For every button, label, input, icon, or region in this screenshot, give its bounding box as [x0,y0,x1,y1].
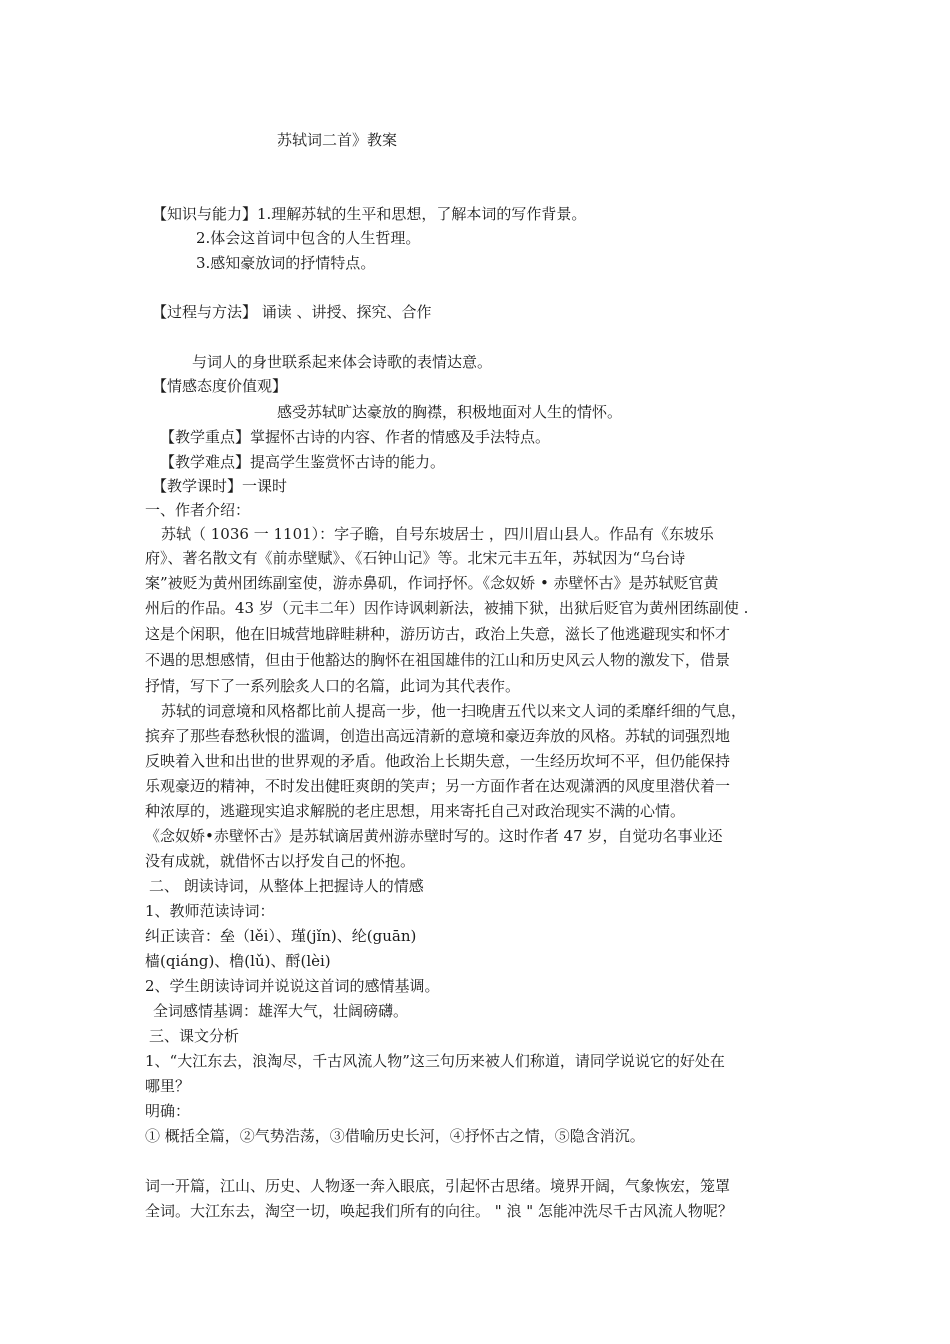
style-line: 乐观豪迈的精神，不时发出健旺爽朗的笑声；另一方面作者在达观潇洒的风度里潜伏着一 [145,777,731,795]
bio-line: 不遇的思想感情，但由于他豁达的胸怀在祖国雄伟的江山和历史风云人物的激发下，借景 [145,651,731,669]
answer-label: 明确： [145,1102,191,1120]
section2-item1: 1、教师范读诗词： [145,902,275,920]
section3-heading: 三、课文分析 [149,1027,240,1045]
teaching-difficulty: 【教学难点】提高学生鉴赏怀古诗的能力。 [160,453,446,471]
teaching-hours: 【教学课时】一课时 [152,477,288,495]
context-line: 《念奴娇•赤壁怀古》是苏轼谪居黄州游赤壁时写的。这时作者 47 岁，自觉功名事业还 [145,827,723,845]
section1-heading: 一、作者介绍： [145,501,251,519]
objective-emotion-text: 感受苏轼旷达豪放的胸襟，积极地面对人生的情怀。 [277,403,623,421]
analysis-line: 词一开篇，江山、历史、人物逐一奔入眼底，引起怀古思绪。境界开阔，气象恢宏，笼罩 [145,1177,731,1195]
objective-process: 【过程与方法】 诵读 、讲授、探究、合作 [152,303,432,321]
bio-line: 抒情，写下了一系列脍炙人口的名篇，此词为其代表作。 [145,677,521,695]
question-1-line-1: 1、“大江东去，浪淘尽，千古风流人物”这三句历来被人们称道，请同学说说它的好处在 [145,1052,725,1070]
answer-text: ① 概括全篇，②气势浩荡，③借喻历史长河，④抒怀古之情，⑤隐含消沉。 [145,1127,645,1145]
teaching-key-point: 【教学重点】掌握怀古诗的内容、作者的情感及手法特点。 [160,428,551,446]
style-line: 摈弃了那些春愁秋恨的滥调，创造出高远清新的意境和豪迈奔放的风格。苏轼的词强烈地 [145,727,731,745]
emotional-tone: 全词感情基调：雄浑大气，壮阔磅礴。 [153,1002,409,1020]
bio-line: 府》、著名散文有《前赤壁赋》、《石钟山记》等。北宋元丰五年，苏轼因为“乌台诗 [145,549,686,567]
analysis-line: 全词。大江东去，淘空一切，唤起我们所有的向往。 " 浪 " 怎能冲洗尽千古风流人物呢？ [145,1202,733,1220]
bio-line: 案”被贬为黄州团练副室使，游赤鼻矶，作词抒怀。《念奴娇 • 赤壁怀古》是苏轼贬官黄 [145,574,719,592]
objective-knowledge-3: 3.感知豪放词的抒情特点。 [196,254,376,272]
objective-knowledge-1: 【知识与能力】1.理解苏轼的生平和思想，了解本词的写作背景。 [152,205,587,223]
pronunciation-line-1: 纠正读音：垒（lěi）、瑾(jǐn)、纶(guān) [145,927,417,945]
pronunciation-line-2: 樯(qiáng)、橹(lǔ)、酹(lèi) [145,952,331,970]
section2-item2: 2、学生朗读诗词并说说这首词的感情基调。 [145,977,440,995]
question-1-line-2: 哪里？ [145,1077,191,1095]
style-line: 反映着入世和出世的世界观的矛盾。他政治上长期失意，一生经历坎坷不平，但仍能保持 [145,752,731,770]
objective-emotion-label: 【情感态度价值观】 [152,377,288,395]
bio-line: 苏轼（ 1036 一 1101）：字子瞻，自号东坡居士 ，四川眉山县人。作品有《东坡乐 [161,525,714,543]
style-line: 苏轼的词意境和风格都比前人提高一步，他一扫晚唐五代以来文人词的柔靡纤细的气息， [161,702,747,720]
objective-process-note: 与词人的身世联系起来体会诗歌的表情达意。 [192,353,493,371]
context-line: 没有成就，就借怀古以抒发自己的怀抱。 [145,852,416,870]
bio-line: 州后的作品。43 岁（元丰二年）因作诗讽刺新法，被捕下狱，出狱后贬官为黄州团练副使 . [145,599,749,617]
objective-knowledge-2: 2.体会这首词中包含的人生哲理。 [196,229,421,247]
style-line: 种浓厚的，逃避现实追求解脱的老庄思想，用来寄托自己对政治现实不满的心情。 [145,802,686,820]
document-title: 苏轼词二首》教案 [277,131,398,149]
section2-heading: 二、 朗读诗词，从整体上把握诗人的情感 [149,877,424,895]
bio-line: 这是个闲职，他在旧城营地辟畦耕种，游历访古，政治上失意，滋长了他逃避现实和怀才 [145,625,731,643]
